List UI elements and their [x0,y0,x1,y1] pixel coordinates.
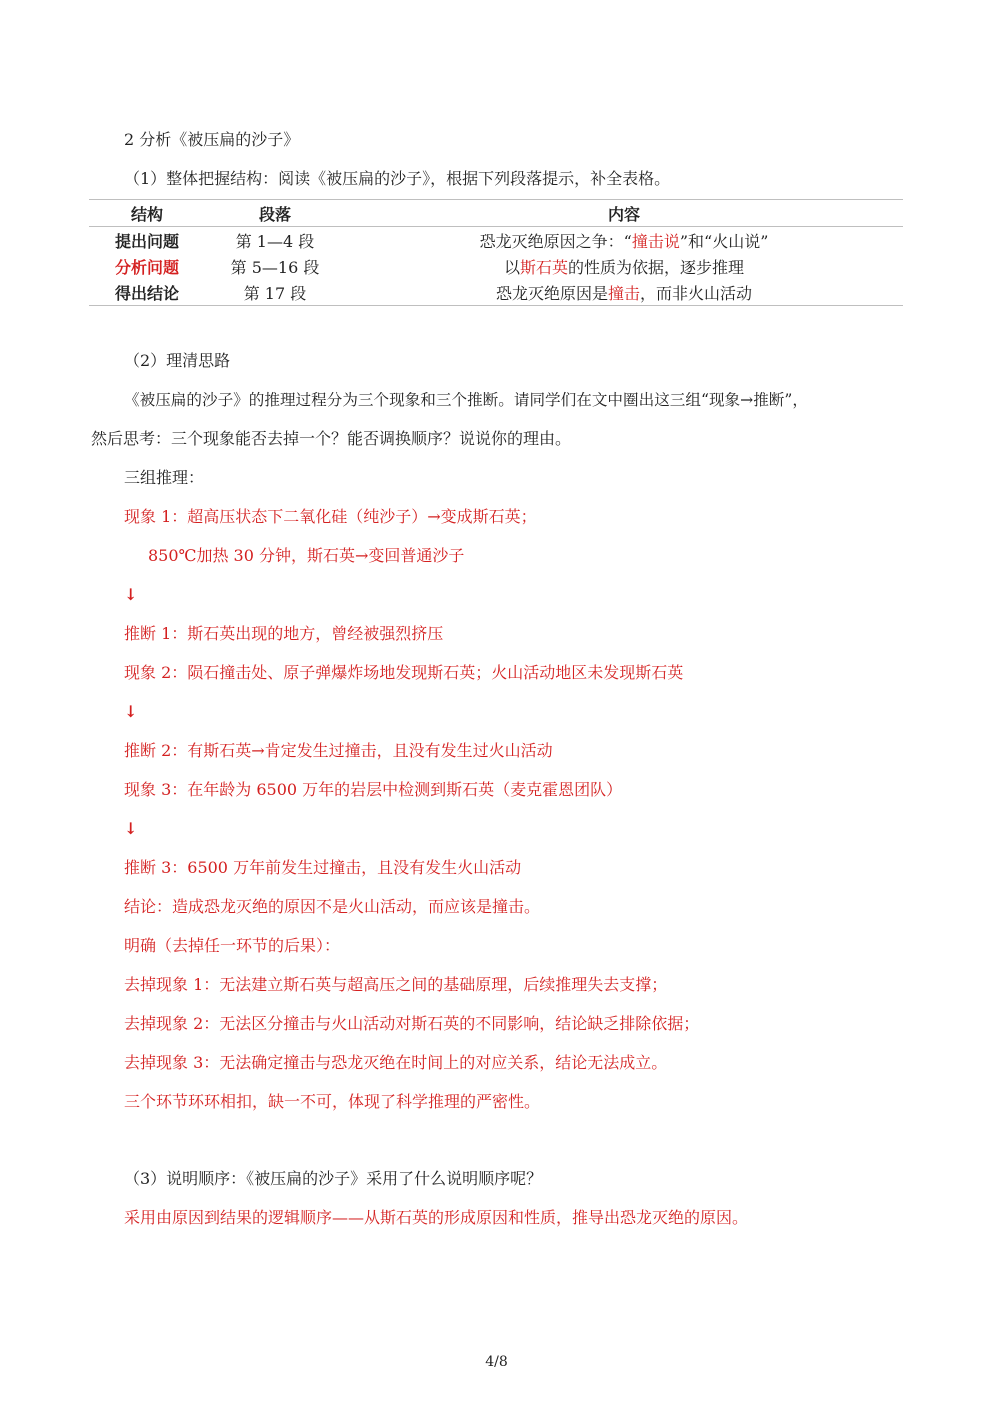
down-arrow-icon: ↓ [124,819,138,838]
header-paragraphs: 段落 [205,200,345,227]
q3-answer: 采用由原因到结果的逻辑顺序——从斯石英的形成原因和性质，推导出恐龙灭绝的原因。 [124,1208,749,1227]
phenomenon-1a: 现象 1：超高压状态下二氧化硅（纯沙子）→变成斯石英； [124,507,537,526]
inference-3: 推断 3：6500 万年前发生过撞击，且没有发生火山活动 [124,858,522,877]
remove-phenomenon-1: 去掉现象 1：无法建立斯石英与超高压之间的基础原理，后续推理失去支撑； [124,975,668,994]
row2-content-part2: 的性质为依据，逐步推理 [568,257,745,277]
row2-structure: 分析问题 [114,257,179,277]
row3-content-part2: ，而非火山活动 [640,283,753,303]
inference-1: 推断 1：斯石英出现的地方，曾经被强烈挤压 [124,624,444,643]
q3-question: （3）说明顺序：《被压扁的沙子》采用了什么说明顺序呢？ [124,1169,543,1188]
row3-content-part1: 恐龙灭绝原因是 [495,283,608,303]
structure-table [89,199,903,306]
summary: 三个环节环环相扣，缺一不可，体现了科学推理的严密性。 [124,1092,541,1111]
row1-content-part2: ”和“火山说” [679,231,769,251]
groups-title: 三组推理： [124,468,205,487]
row2-paragraphs: 第 5—16 段 [230,257,320,277]
row3-paragraphs: 第 17 段 [205,279,345,306]
row2-content-answer: 斯石英 [519,257,568,277]
table-header-row [89,200,903,227]
row1-content-answer: 撞击说 [631,231,680,251]
phenomenon-1b: 850℃加热 30 分钟，斯石英→变回普通沙子 [148,546,465,565]
row3-content-answer: 撞击 [607,283,640,303]
header-content: 内容 [345,200,903,227]
q2-paragraph-line1: 《被压扁的沙子》的推理过程分为三个现象和三个推断。请同学们在文中圈出这三组“现象→推断”， [124,391,808,409]
q2-heading: （2）理清思路 [124,351,231,370]
row1-content [345,227,903,254]
header-structure: 结构 [89,200,205,227]
down-arrow-icon: ↓ [124,585,138,604]
section-title: 2 分析《被压扁的沙子》 [124,130,300,149]
clarify-title: 明确（去掉任一环节的后果）： [124,936,341,955]
row1-paragraphs: 第 1—4 段 [235,231,315,251]
row3-content [345,279,903,306]
q2-paragraph-line2: 然后思考：三个现象能否去掉一个？能否调换顺序？说说你的理由。 [91,429,572,448]
remove-phenomenon-2: 去掉现象 2：无法区分撞击与火山活动对斯石英的不同影响，结论缺乏排除依据； [124,1014,700,1033]
row2-content [345,253,903,279]
remove-phenomenon-3: 去掉现象 3：无法确定撞击与恐龙灭绝在时间上的对应关系，结论无法成立。 [124,1053,668,1072]
down-arrow-icon: ↓ [124,702,138,721]
row1-content-part1: 恐龙灭绝原因之争：“ [479,231,632,251]
page-number: 4/8 [485,1354,508,1370]
phenomenon-2: 现象 2：陨石撞击处、原子弹爆炸场地发现斯石英；火山活动地区未发现斯石英 [124,663,684,682]
row1-structure: 提出问题 [114,231,179,251]
row2-content-part1: 以 [503,257,520,277]
q1-text: （1）整体把握结构：阅读《被压扁的沙子》，根据下列段落提示，补全表格。 [124,169,671,188]
inference-2: 推断 2：有斯石英→肯定发生过撞击，且没有发生过火山活动 [124,741,553,760]
conclusion: 结论：造成恐龙灭绝的原因不是火山活动，而应该是撞击。 [124,897,541,916]
table-row [89,279,903,306]
table-row [89,253,903,279]
phenomenon-3: 现象 3：在年龄为 6500 万年的岩层中检测到斯石英（麦克霍恩团队） [124,780,623,799]
row3-structure: 得出结论 [89,279,205,306]
table-row [89,227,903,254]
